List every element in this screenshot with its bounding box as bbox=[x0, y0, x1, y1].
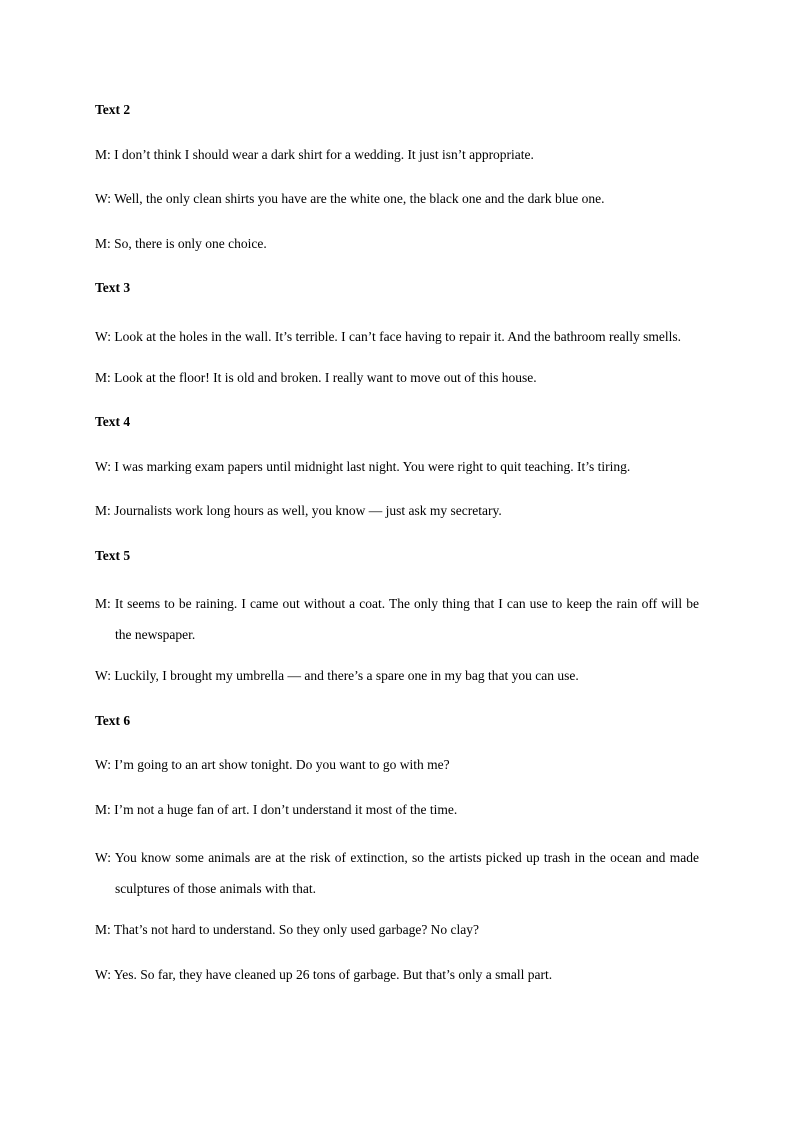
section-text-2 bbox=[95, 98, 699, 256]
section-text-3 bbox=[95, 276, 699, 390]
section-heading: Text 2 bbox=[95, 102, 131, 117]
section-heading: Text 4 bbox=[95, 414, 131, 429]
dialogue-line: W: I was marking exam papers until midnight last night. You were right to quit teaching. It’s tiring. bbox=[95, 458, 631, 474]
dialogue-line: W: Luckily, I brought my umbrella — and there’s a spare one in my bag that you can use. bbox=[95, 668, 579, 683]
document-body bbox=[95, 98, 699, 1007]
section-text-5 bbox=[95, 544, 699, 689]
section-heading: Text 3 bbox=[95, 280, 131, 295]
section-heading: Text 6 bbox=[95, 712, 131, 728]
section-text-6 bbox=[95, 709, 699, 987]
dialogue-line: W: You know some animals are at the risk of extinction, so the artists picked up trash in the ocean and made sculptures of those animals with that. bbox=[95, 850, 699, 896]
dialogue-line: M: It seems to be raining. I came out without a coat. The only thing that I can use to keep the rain off will be the newspaper. bbox=[95, 596, 699, 642]
section-text-4 bbox=[95, 410, 699, 523]
dialogue-line: W: Look at the holes in the wall. It’s terrible. I can’t face having to repair it. And the bathroom really smells. bbox=[95, 328, 681, 344]
dialogue-line: M: So, there is only one choice. bbox=[95, 235, 267, 251]
dialogue-line: W: Well, the only clean shirts you have are the white one, the black one and the dark blue one. bbox=[95, 191, 605, 206]
dialogue-line: M: Journalists work long hours as well, you know — just ask my secretary. bbox=[95, 503, 502, 518]
section-heading: Text 5 bbox=[95, 547, 131, 563]
dialogue-line: M: That’s not hard to understand. So they only used garbage? No clay? bbox=[95, 922, 480, 937]
dialogue-line: M: I’m not a huge fan of art. I don’t understand it most of the time. bbox=[95, 801, 458, 817]
dialogue-line: M: I don’t think I should wear a dark shirt for a wedding. It just isn’t appropriate. bbox=[95, 146, 534, 162]
dialogue-line: W: Yes. So far, they have cleaned up 26 tons of garbage. But that’s only a small part. bbox=[95, 966, 553, 982]
dialogue-line: W: I’m going to an art show tonight. Do you want to go with me? bbox=[95, 757, 450, 772]
dialogue-line: M: Look at the floor! It is old and broken. I really want to move out of this house. bbox=[95, 369, 537, 385]
